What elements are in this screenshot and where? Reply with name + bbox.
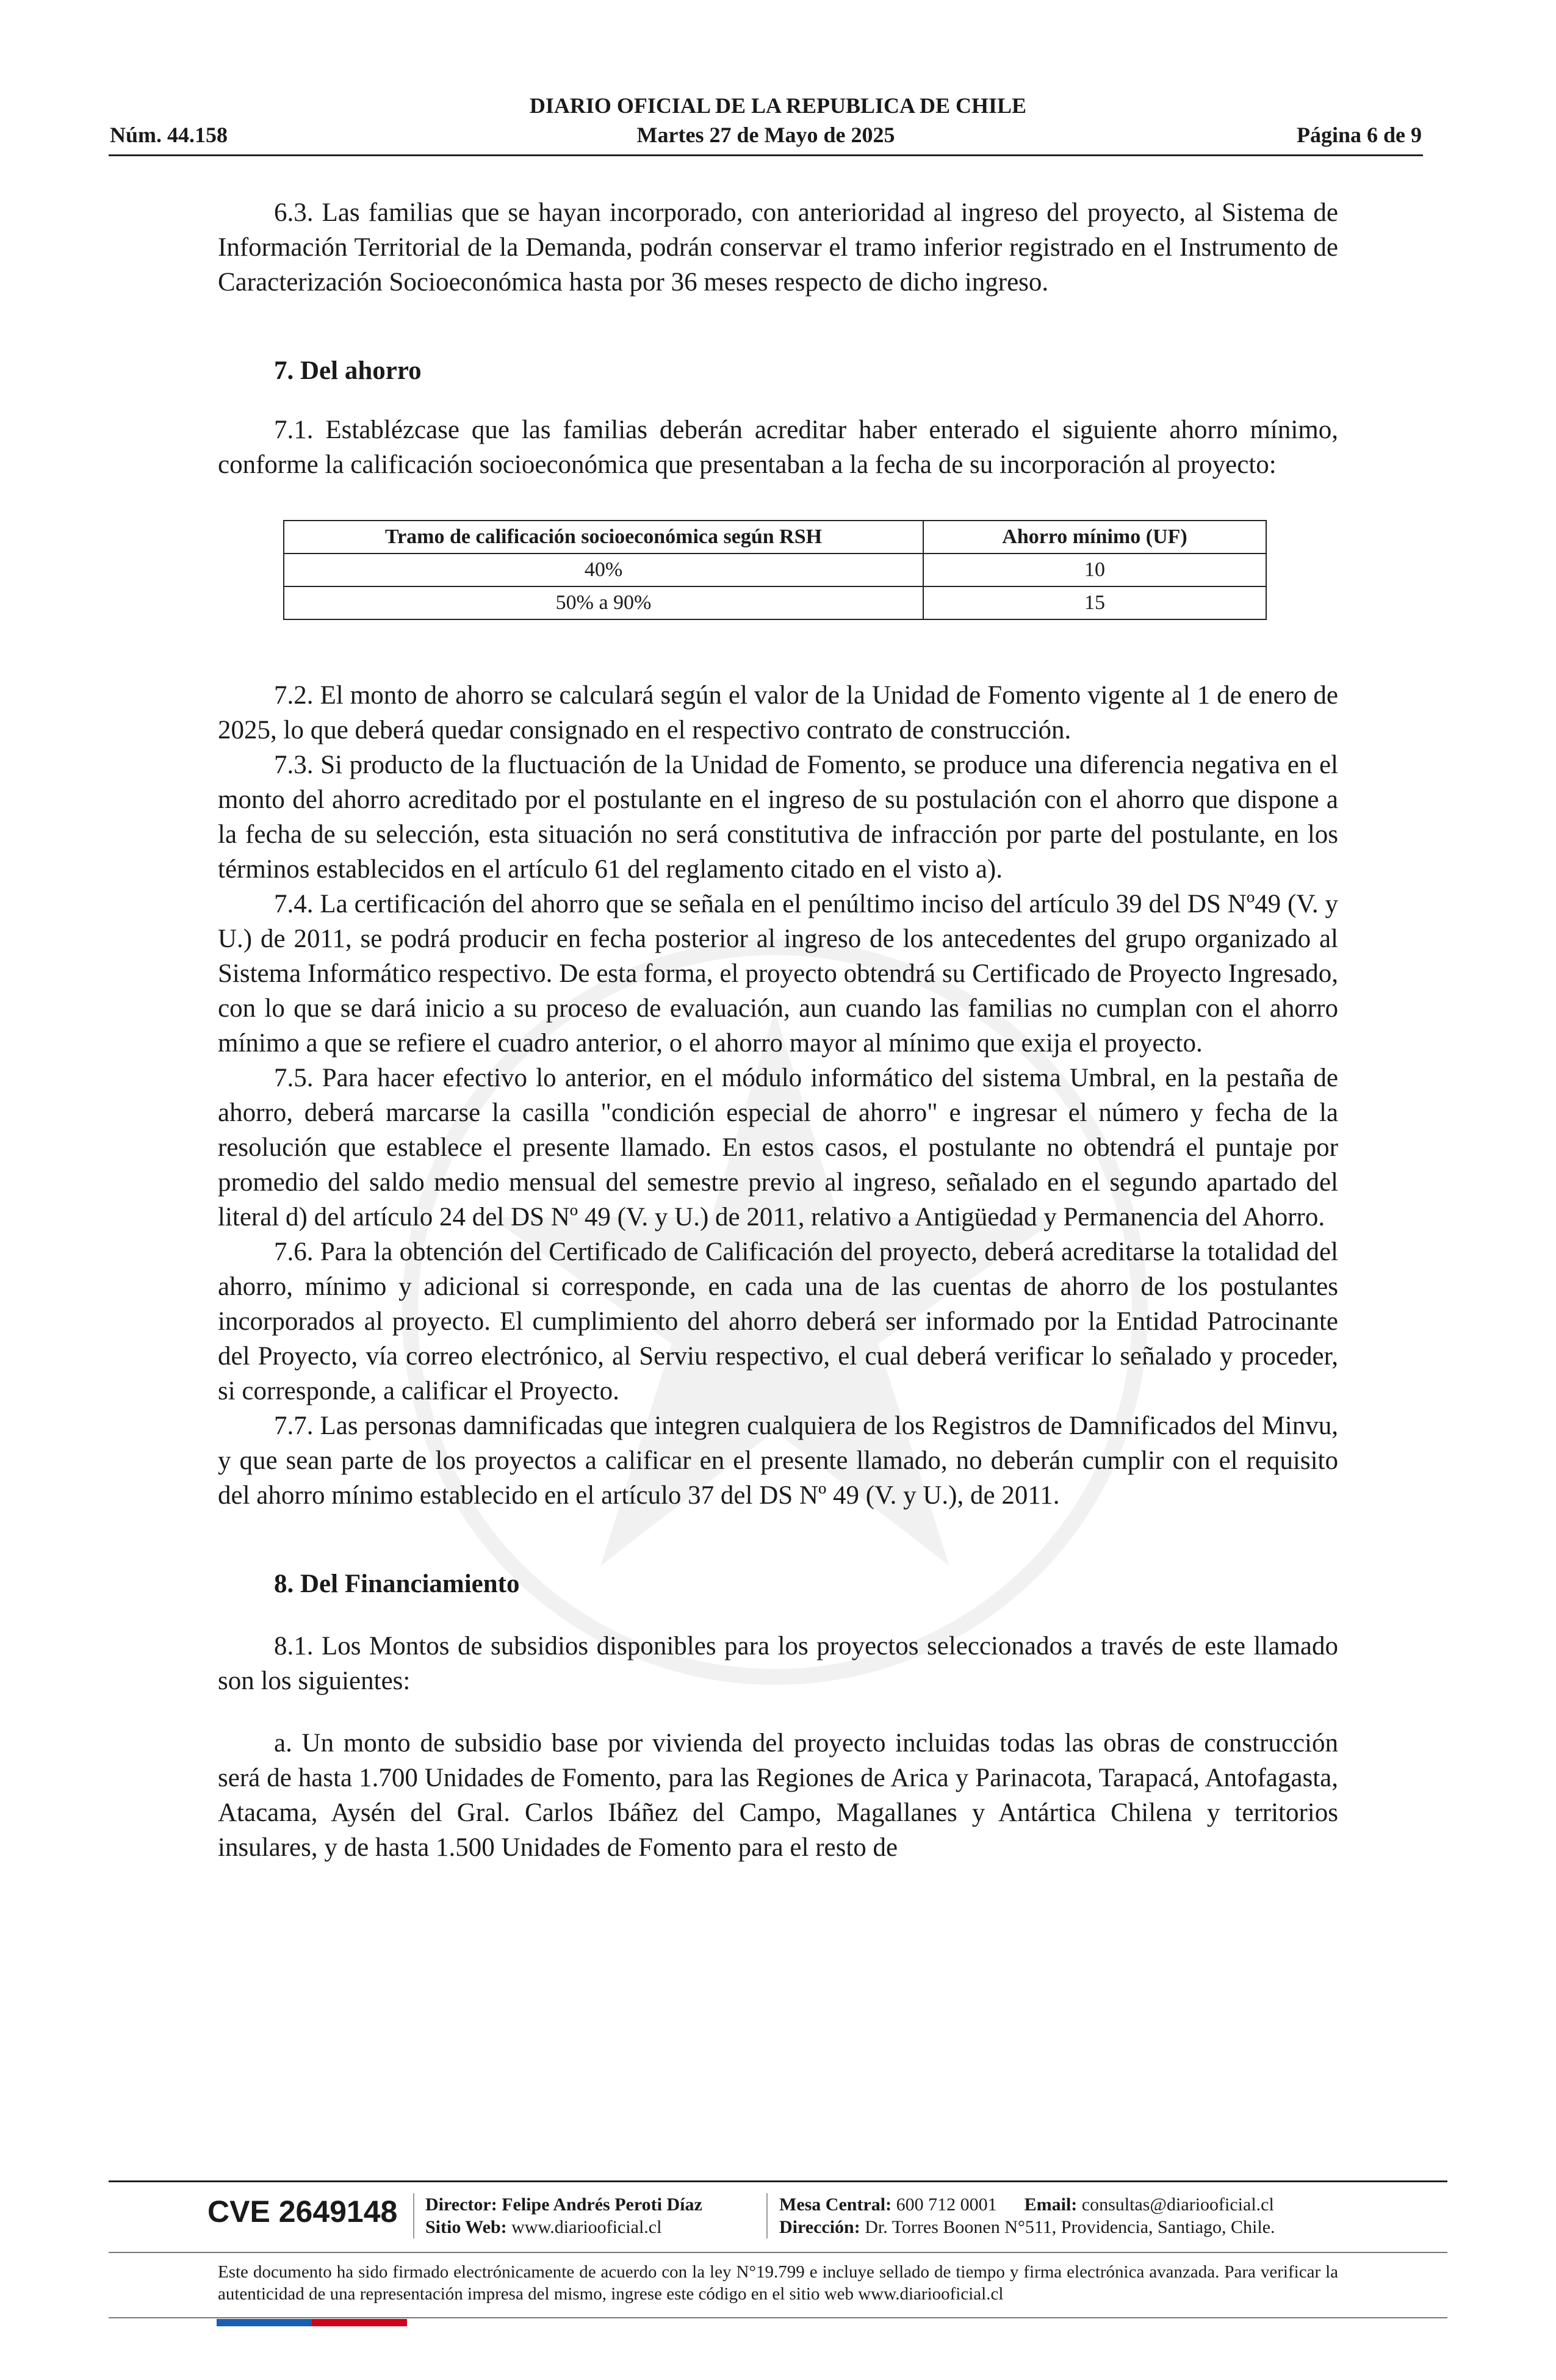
flag-stripe xyxy=(217,2319,407,2326)
footer-separator xyxy=(766,2193,768,2238)
table-cell: 40% xyxy=(284,554,923,586)
table-header-tramo: Tramo de calificación socioeconómica según RSH xyxy=(284,521,923,554)
website-label: Sitio Web: xyxy=(425,2217,507,2237)
page-indicator: Página 6 de 9 xyxy=(1296,123,1422,147)
footer-director-block xyxy=(425,2193,702,2238)
address-text: Dr. Torres Boonen N°511, Providencia, Santiago, Chile. xyxy=(865,2217,1275,2237)
newspaper-title: DIARIO OFICIAL DE LA REPUBLICA DE CHILE xyxy=(529,93,1027,118)
email-link[interactable]: consultas@diariooficial.cl xyxy=(1081,2194,1274,2215)
paragraph-7-5: 7.5. Para hacer efectivo lo anterior, en el módulo informático del sistema Umbral, en la pestaña de ahorro, deberá marcarse la casilla "condición especial de ahorro" e ingresar el número y fecha de la resolución que establece el presente llamado. En estos casos, el postulante no obtendrá el puntaje por promedio del saldo medio mensual del semestre previo al ingreso, señalado en el segundo apartado del literal d) del artículo 24 del DS Nº 49 (V. y U.) de 2011, relativo a Antigüedad y Permanencia del Ahorro. xyxy=(218,1064,1338,1231)
website-link[interactable]: www.diariooficial.cl xyxy=(511,2217,662,2237)
table-row xyxy=(284,586,1266,619)
footer-divider-top xyxy=(109,2180,1447,2182)
table-row xyxy=(284,554,1266,586)
footer-divider-bottom xyxy=(109,2317,1447,2318)
signature-notice: Este documento ha sido firmado electrónicamente de acuerdo con la ley N°19.799 e incluye sellado de tiempo y firma electrónica avanzada. Para verificar la autenticidad de una representación impresa del mismo, ingrese este código en el sitio web www.diariooficial.cl xyxy=(218,2262,1338,2304)
footer-divider-middle xyxy=(109,2252,1447,2253)
phone-label: Mesa Central: xyxy=(779,2194,892,2215)
phone-number: 600 712 0001 xyxy=(896,2194,997,2215)
paragraph-7-2: 7.2. El monto de ahorro se calculará según el valor de la Unidad de Fomento vigente al 1 de enero de 2025, lo que deberá quedar consignado en el respectivo contrato de construcción. xyxy=(218,681,1338,745)
issue-number: Núm. 44.158 xyxy=(110,123,228,147)
table-cell: 10 xyxy=(923,554,1266,586)
paragraph-7-1: 7.1. Establézcase que las familias deberán acreditar haber enterado el siguiente ahorro mínimo, conforme la calificación socioeconómica que presentaban a la fecha de su incorporación al proyecto: xyxy=(218,416,1338,479)
email-label: Email: xyxy=(1024,2194,1078,2215)
director-name: Felipe Andrés Peroti Díaz xyxy=(502,2194,702,2215)
header-row xyxy=(110,122,1422,151)
paragraph-6-3: 6.3. Las familias que se hayan incorporado, con anterioridad al ingreso del proyecto, al Sistema de Información Territorial de la Demanda, podrán conservar el tramo inferior registrado en el Instrumento de Caracterización Socioeconómica hasta por 36 meses respecto de dicho ingreso. xyxy=(218,198,1338,297)
issue-date: Martes 27 de Mayo de 2025 xyxy=(636,123,895,147)
table-cell: 15 xyxy=(923,586,1266,619)
paragraph-7-4: 7.4. La certificación del ahorro que se señala en el penúltimo inciso del artículo 39 del DS Nº49 (V. y U.) de 2011, se podrá producir en fecha posterior al ingreso de los antecedentes del grupo organizado al Sistema Informático respectivo. De esta forma, el proyecto obtendrá su Certificado de Proyecto Ingresado, con lo que se dará inicio a su proceso de evaluación, aun cuando las familias no cumplan con el ahorro mínimo a que se refiere el cuadro anterior, o el ahorro mayor al mínimo que exija el proyecto. xyxy=(218,890,1338,1058)
table-cell: 50% a 90% xyxy=(284,586,923,619)
paragraph-8-1: 8.1. Los Montos de subsidios disponibles para los proyectos seleccionados a través de este llamado son los siguientes: xyxy=(218,1632,1338,1695)
savings-table xyxy=(283,520,1267,620)
document-body xyxy=(218,195,1338,1865)
paragraph-7-7: 7.7. Las personas damnificadas que integren cualquiera de los Registros de Damnificados del Minvu, y que sean parte de los proyectos a calificar en el presente llamado, no deberán cumplir con el requisito del ahorro mínimo establecido en el artículo 37 del DS Nº 49 (V. y U.), de 2011. xyxy=(218,1412,1338,1510)
paragraph-7-3: 7.3. Si producto de la fluctuación de la Unidad de Fomento, se produce una diferencia negativa en el monto del ahorro acreditado por el postulante en el ingreso de su postulación con el ahorro que dispone a la fecha de su selección, esta situación no será constitutiva de infracción por parte del postulante, en los términos establecidos en el artículo 61 del reglamento citado en el visto a). xyxy=(218,751,1338,884)
cve-code: CVE 2649148 xyxy=(207,2194,398,2229)
flag-red-stripe xyxy=(312,2319,407,2326)
section-heading-8: 8. Del Financiamiento xyxy=(274,1570,520,1598)
header-divider xyxy=(109,154,1423,156)
footer-contact-block xyxy=(779,2193,1275,2238)
address-label: Dirección: xyxy=(779,2217,860,2237)
footer-separator xyxy=(413,2193,414,2238)
section-heading-7: 7. Del ahorro xyxy=(274,356,422,385)
table-header-row xyxy=(284,521,1266,554)
flag-blue-stripe xyxy=(217,2319,312,2326)
director-label: Director: xyxy=(425,2194,497,2215)
paragraph-7-6: 7.6. Para la obtención del Certificado de Calificación del proyecto, deberá acreditarse la totalidad del ahorro, mínimo y adicional si corresponde, en cada una de las cuentas de ahorro de los postulantes incorporados al proyecto. El cumplimiento del ahorro deberá ser informado por la Entidad Patrocinante del Proyecto, vía correo electrónico, al Serviu respectivo, el cual deberá verificar lo señalado y proceder, si corresponde, a calificar el Proyecto. xyxy=(218,1238,1338,1405)
paragraph-8-1-a: a. Un monto de subsidio base por vivienda del proyecto incluidas todas las obras de construcción será de hasta 1.700 Unidades de Fomento, para las Regiones de Arica y Parinacota, Tarapacá, Antofagasta, Atacama, Aysén del Gral. Carlos Ibáñez del Campo, Magallanes y Antártica Chilena y territorios insulares, y de hasta 1.500 Unidades de Fomento para el resto de xyxy=(218,1729,1338,1862)
table-header-ahorro: Ahorro mínimo (UF) xyxy=(923,521,1266,554)
